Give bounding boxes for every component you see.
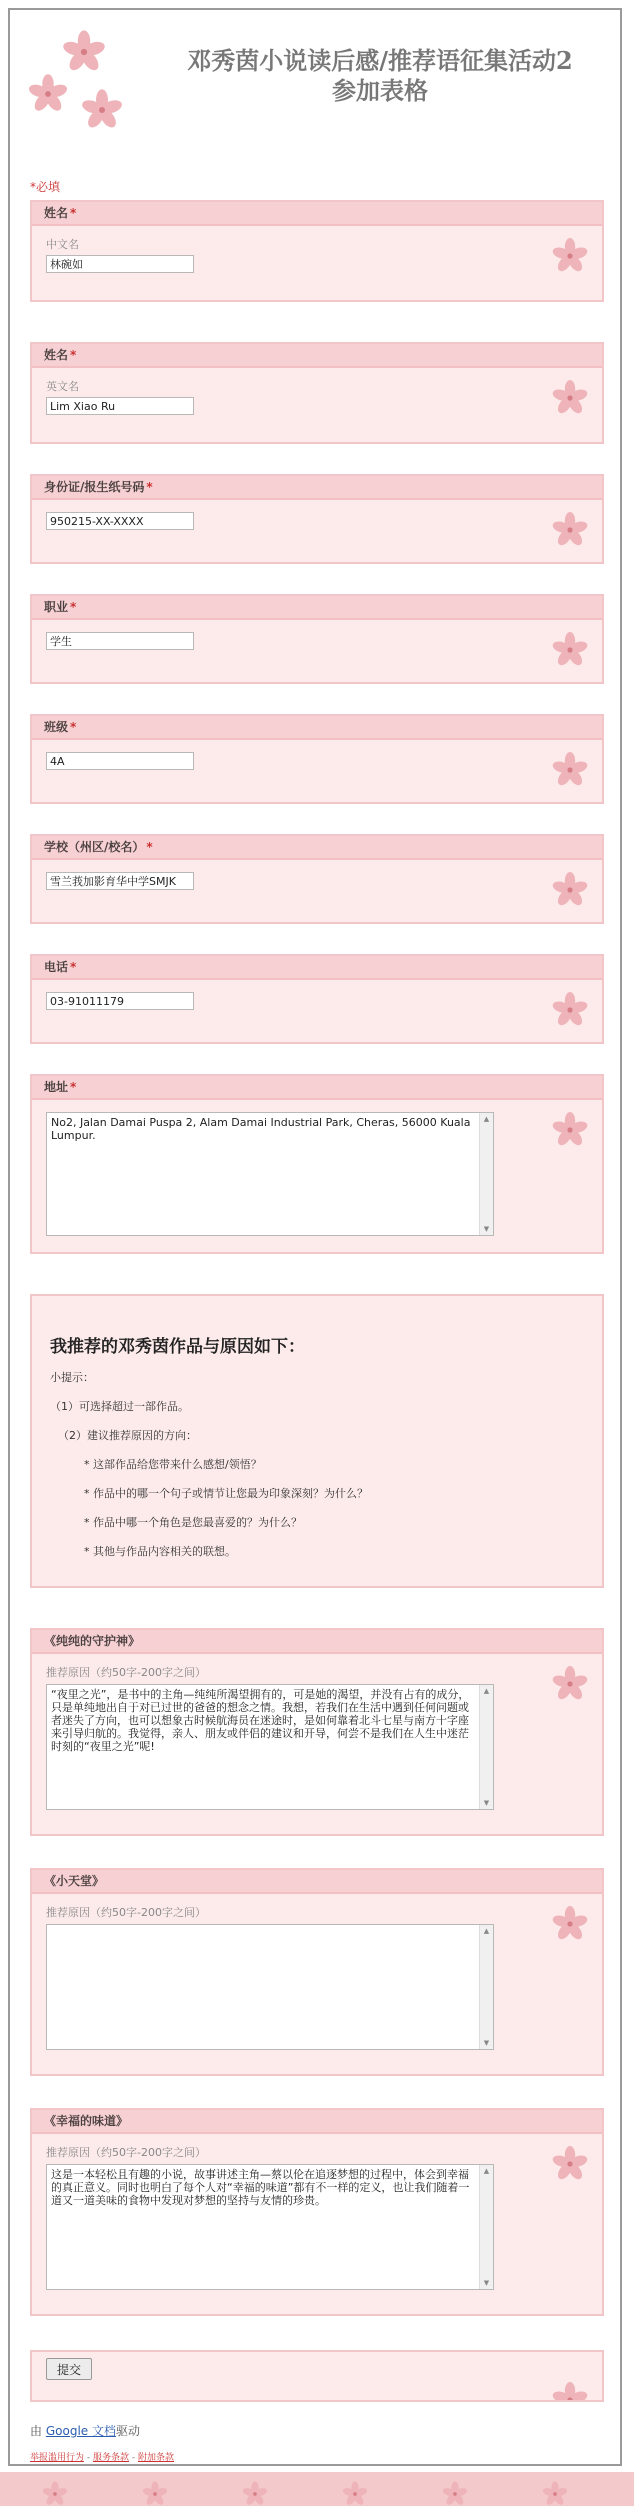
field-label: 学校（州区/校名） *	[32, 836, 602, 860]
flower-icon	[240, 2478, 270, 2508]
form-header	[10, 10, 620, 150]
field-label: 班级 *	[32, 716, 602, 740]
flower-icon	[548, 986, 592, 1030]
section-submit	[30, 2350, 604, 2402]
form-title-line1: 邓秀茵小说读后感/推荐语征集活动2	[187, 46, 573, 75]
form-title	[160, 46, 600, 106]
section-ic-number	[30, 474, 604, 564]
field-label: 身份证/报生纸号码 *	[32, 476, 602, 500]
scrollbar[interactable]	[479, 1685, 493, 1809]
question-3: * 作品中哪一个角色是您最喜爱的？为什么？	[84, 1516, 302, 1529]
section-class	[30, 714, 604, 804]
flower-icon	[548, 746, 592, 790]
question-2: * 作品中的哪一个句子或情节让您最为印象深刻？为什么？	[84, 1487, 368, 1500]
section-book-3	[30, 2108, 604, 2316]
field-help: 推荐原因（约50字-200字之间）	[46, 1906, 206, 1919]
bottom-decoration-band	[0, 2472, 634, 2506]
field-help: 英文名	[46, 380, 79, 393]
field-label: 《纯纯的守护神》	[32, 1630, 602, 1654]
field-label: 姓名 *	[32, 344, 602, 368]
book3-textarea-input[interactable]	[47, 2165, 477, 2289]
flower-icon	[540, 2478, 570, 2508]
section-info	[30, 1294, 604, 1588]
address-textarea[interactable]	[46, 1112, 494, 1236]
scroll-down-icon[interactable]: ▼	[483, 2279, 490, 2287]
book2-textarea[interactable]	[46, 1924, 494, 2050]
report-abuse-link[interactable]: 举报滥用行为	[30, 2453, 85, 2463]
book3-textarea[interactable]	[46, 2164, 494, 2290]
school-input[interactable]	[46, 872, 194, 890]
occupation-input[interactable]	[46, 632, 194, 650]
scroll-up-icon[interactable]: ▲	[483, 2167, 490, 2175]
flower-icon	[548, 374, 592, 418]
flower-icon	[548, 506, 592, 550]
field-label: 《小天堂》	[32, 1870, 602, 1894]
section-book-1	[30, 1628, 604, 1836]
flower-icon	[548, 2376, 592, 2402]
section-school	[30, 834, 604, 924]
scroll-down-icon[interactable]: ▼	[483, 1799, 490, 1807]
ic-number-input[interactable]	[46, 512, 194, 530]
chinese-name-input[interactable]	[46, 255, 194, 273]
question-4: * 其他与作品内容相关的联想。	[84, 1545, 236, 1558]
section-english-name	[30, 342, 604, 444]
required-note: *必填	[30, 180, 61, 194]
field-label: 姓名 *	[32, 202, 602, 226]
address-textarea-input[interactable]	[47, 1113, 477, 1235]
field-label: 《幸福的味道》	[32, 2110, 602, 2134]
flower-icon	[548, 1660, 592, 1704]
field-label: 地址 *	[32, 1076, 602, 1100]
scroll-down-icon[interactable]: ▼	[483, 2039, 490, 2047]
powered-by: 由 Google 文档驱动	[30, 2424, 140, 2438]
flower-icon	[548, 1900, 592, 1944]
google-docs-link[interactable]: Google 文档	[45, 2424, 116, 2438]
phone-input[interactable]	[46, 992, 194, 1010]
book1-textarea-input[interactable]	[47, 1685, 477, 1809]
field-help: 推荐原因（约50字-200字之间）	[46, 2146, 206, 2159]
form-frame	[8, 8, 622, 2466]
scrollbar[interactable]	[479, 2165, 493, 2289]
section-occupation	[30, 594, 604, 684]
scroll-up-icon[interactable]: ▲	[483, 1687, 490, 1695]
flower-icon	[548, 626, 592, 670]
field-label: 职业 *	[32, 596, 602, 620]
info-title: 我推荐的邓秀茵作品与原因如下：	[50, 1337, 305, 1357]
terms-link[interactable]: 服务条款	[93, 2453, 130, 2463]
book2-textarea-input[interactable]	[47, 1925, 477, 2049]
field-label: 电话 *	[32, 956, 602, 980]
flower-icon	[40, 2478, 70, 2508]
hint-heading: 小提示：	[50, 1371, 94, 1384]
english-name-input[interactable]	[46, 397, 194, 415]
question-1: * 这部作品给您带来什么感想/领悟？	[84, 1458, 262, 1471]
field-help: 中文名	[46, 238, 79, 251]
scroll-up-icon[interactable]: ▲	[483, 1115, 490, 1123]
flower-icon	[140, 2478, 170, 2508]
scroll-up-icon[interactable]: ▲	[483, 1927, 490, 1935]
flower-icon	[548, 232, 592, 276]
section-chinese-name	[30, 200, 604, 302]
flower-icon	[548, 2140, 592, 2184]
submit-button[interactable]: 提交	[46, 2358, 92, 2380]
tip-1: （1）可选择超过一部作品。	[50, 1400, 189, 1413]
scroll-down-icon[interactable]: ▼	[483, 1225, 490, 1233]
flower-icon	[24, 24, 144, 134]
class-input[interactable]	[46, 752, 194, 770]
book1-textarea[interactable]	[46, 1684, 494, 1810]
form-title-line2: 参加表格	[332, 76, 428, 105]
flower-icon	[548, 866, 592, 910]
flower-icon	[440, 2478, 470, 2508]
tip-2: （2）建议推荐原因的方向：	[58, 1429, 197, 1442]
section-book-2	[30, 1868, 604, 2076]
section-address	[30, 1074, 604, 1254]
scrollbar[interactable]	[479, 1925, 493, 2049]
section-phone	[30, 954, 604, 1044]
flower-icon	[548, 1106, 592, 1150]
field-help: 推荐原因（约50字-200字之间）	[46, 1666, 206, 1679]
flower-icon	[340, 2478, 370, 2508]
scrollbar[interactable]	[479, 1113, 493, 1235]
additional-terms-link[interactable]: 附加条款	[138, 2453, 175, 2463]
footer-links: 举报滥用行为 - 服务条款 - 附加条款	[30, 2453, 175, 2463]
